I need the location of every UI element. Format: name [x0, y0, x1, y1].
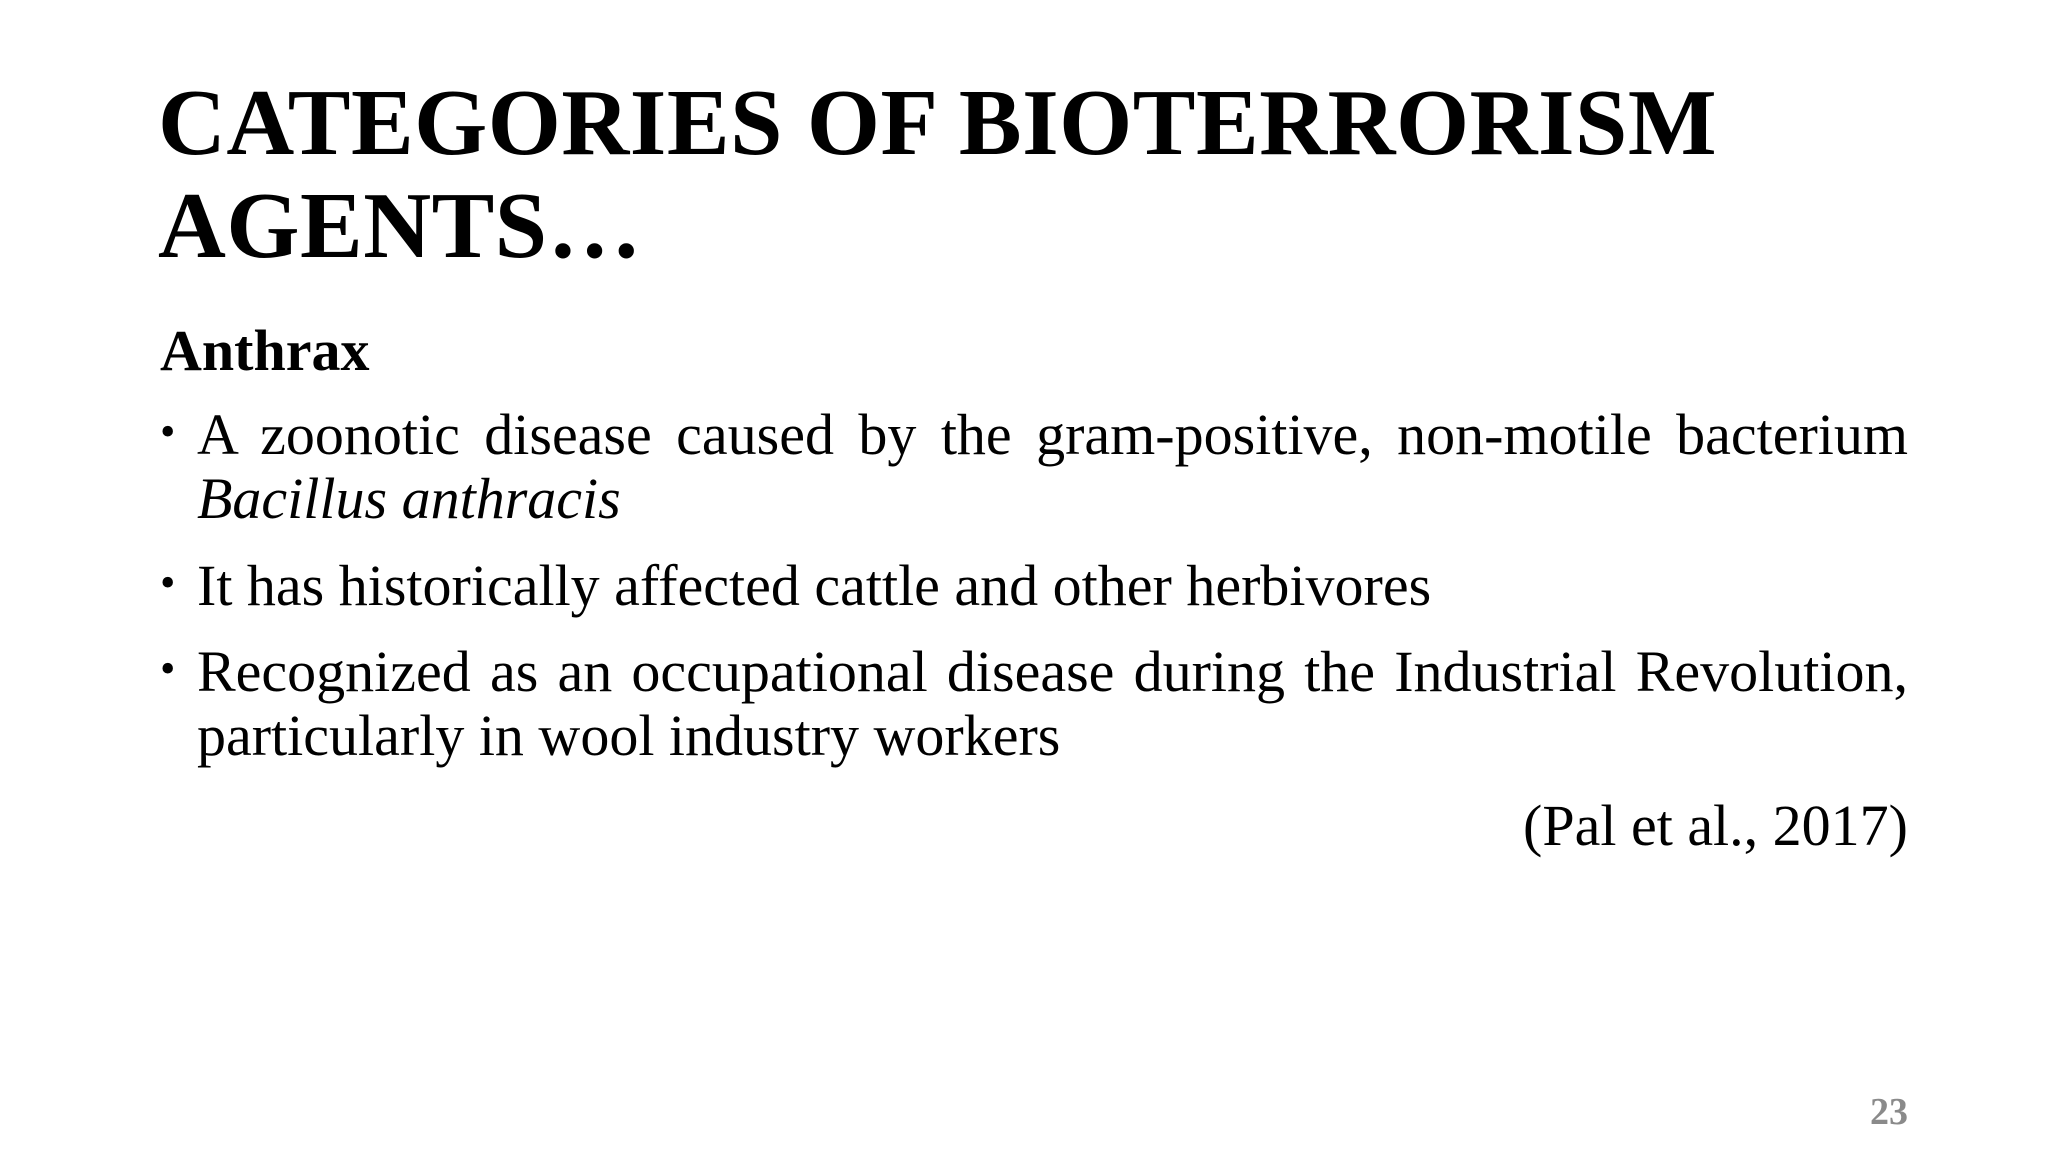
- bullet-item: [160, 554, 1908, 618]
- bullet-item: [160, 403, 1908, 531]
- bullet-icon: •: [160, 558, 176, 607]
- bullet-text: A zoonotic disease caused by the gram-positive, non-motile bacterium: [197, 402, 1908, 467]
- bullet-item: [160, 640, 1908, 768]
- citation: (Pal et al., 2017): [1523, 793, 1908, 858]
- page-number: 23: [1870, 1091, 1908, 1133]
- bullet-text: Recognized as an occupational disease during the Industrial Revolution, particularly in wool industry workers: [197, 639, 1908, 768]
- bullet-icon: •: [160, 407, 176, 456]
- bullet-list: [160, 403, 1908, 791]
- bullet-text: It has historically affected cattle and other herbivores: [197, 553, 1432, 618]
- species-name: Bacillus anthracis: [197, 466, 621, 531]
- section-heading: Anthrax: [160, 318, 370, 383]
- bullet-icon: •: [160, 644, 176, 693]
- slide-title: CATEGORIES OF BIOTERRORISM AGENTS…: [158, 71, 1718, 278]
